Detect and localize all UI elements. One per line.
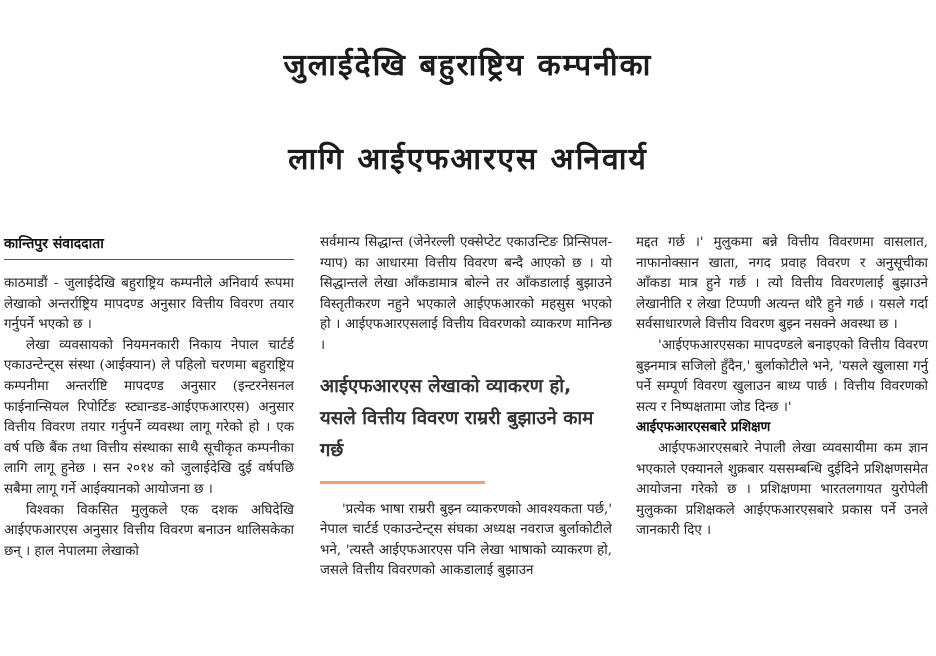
byline: कान्तिपुर संवाददाता [4, 233, 294, 260]
paragraph: सर्वमान्य सिद्धान्त (जेनेरल्ली एक्सेप्टेट एकाउन्टिङ प्रिन्सिपल-ग्याप) का आधारमा वित्तीय विवरण बन्दै आएको छ । यो सिद्धान्तले लेखा आँकडामात्र बोल्ने तर आँकडालाई बुझाउने विस्तृतीकरण नहुने भएकाले आईएफआरको महसुस भएको हो । आईएफआरएसलाई वित्तीय विवरणको व्याकरण मानिन्छ । [320, 235, 612, 353]
paragraph: मद्दत गर्छ ।' मुलुकमा बन्ने वित्तीय विवरणमा वासलात, नाफानोक्सान खाता, नगद प्रवाह विवरण र अनुसूचीका आँकडा मात्र हुने गर्छ । त्यो वित्तीय विवरणलाई बुझाउने लेखानीति र लेखा टिप्पणी अत्यन्त थोरै हुने गर्छ । यसले गर्दा सर्वसाधारणले वित्तीय विवरण बुझ्न नसक्ने अवस्था छ । [636, 235, 928, 333]
article-column-1 [4, 233, 294, 562]
section-heading: आईएफआरएसबारे प्रशिक्षण [636, 420, 771, 436]
pull-quote: आईएफआरएस लेखाको व्याकरण हो, यसले वित्तीय विवरण राम्ररी बुझाउने काम गर्छ [320, 375, 594, 461]
paragraph: काठमाडौं - जुलाईदेखि बहुराष्ट्रिय कम्पनीले अनिवार्य रूपमा लेखाको अन्तर्राष्ट्रिय मापदण्ड अनुसार वित्तीय विवरण तयार गर्नुपर्ने भएको छ । [4, 276, 294, 333]
paragraph: 'प्रत्येक भाषा राम्ररी बुझ्न व्याकरणको आवश्यकता पर्छ,' नेपाल चार्टर्ड एकाउन्टेन्ट्स संघका अध्यक्ष नवराज बुर्लाकोटीले भने, 'त्यस्तै आईएफआरएस पनि लेखा भाषाको व्याकरण हो, जसले वित्तीय विवरणको आकडालाई बुझाउन [320, 501, 612, 579]
headline-line-1: जुलाईदेखि बहुराष्ट्रिय कम्पनीका [283, 48, 653, 83]
article-column-3 [636, 233, 928, 542]
pull-quote-rule [320, 481, 485, 484]
paragraph: विश्वका विकसित मुलुकले एक दशक अघिदेखि आईएफआरएस अनुसार वित्तीय विवरण बनाउन थालिसकेका छन् । हाल नेपालमा लेखाको [4, 502, 294, 559]
paragraph: लेखा व्यवसायको नियमनकारी निकाय नेपाल चार्टर्ड एकाउन्टेन्ट्स संस्था (आईक्यान) ले पहिलो चरणमा बहुराष्ट्रिय कम्पनीमा अन्तर्राष्टि मापदण्ड अनुसार (इन्टरनेसनल फाईनान्सियल रिपोर्टिङ स्ट्यान्डड-आईएफआरएस) अनुसार वित्तीय विवरण तयार गर्नुपर्ने व्यवस्था लागू गरेको हो । एक वर्ष पछि बैंक तथा वित्तीय संस्थाका साथै सूचीकृत कम्पनीका लागि लागू हुनेछ । सन २०१४ को जुलाईदेखि दुई वर्षपछि सबैमा लागू गर्ने आईक्यानको आयोजना छ । [4, 337, 294, 497]
paragraph: आईएफआरएसबारे नेपाली लेखा व्यवसायीमा कम ज्ञान भएकाले एक्यानले शुक्रबार यससम्बन्धि दुईदिने प्रशिक्षणसमेत आयोजना गरेको छ । प्रशिक्षणमा भारतलगायत युरोपेली मुलुकका प्रशिक्षकले आईएफआरएसबारे प्रकास पर्ने उनले जानकारी दिए । [636, 440, 928, 539]
paragraph: 'आईएफआरएसका मापदण्डले बनाइएको वित्तीय विवरण बुझ्नमात्र सजिलो हुँदैन,' बुर्लाकोटीले भने, 'यसले खुलासा गर्नु पर्ने सम्पूर्ण विवरण खुलाउन बाध्य पार्छ । वित्तीय विवरणको सत्य र निष्पक्षतामा जोड दिन्छ ।' [636, 337, 928, 415]
headline-line-2: लागि आईएफआरएस अनिवार्य [288, 142, 648, 177]
article-column-2 [320, 233, 612, 582]
